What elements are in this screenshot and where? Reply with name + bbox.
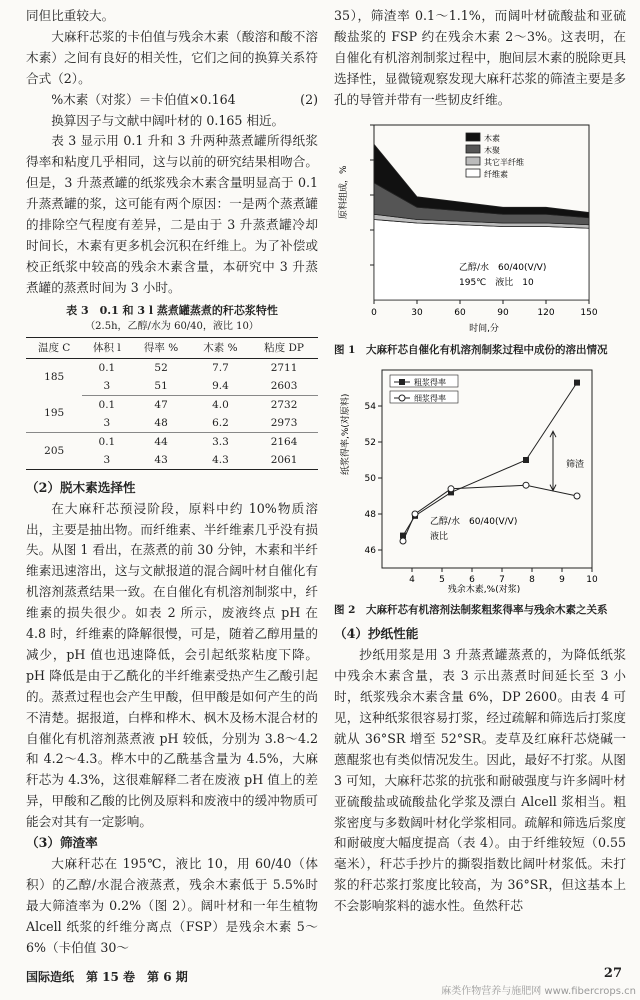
paragraph: 同但比重较大。 xyxy=(26,8,115,23)
series-line-1 xyxy=(403,383,577,536)
x-tick-label: 60 xyxy=(454,307,466,318)
y-tick-label: 48 xyxy=(364,510,376,521)
table-cell: 205 xyxy=(26,432,82,469)
condition-label: 乙醇/水 60/40(V/V) xyxy=(459,262,547,273)
x-tick-label: 90 xyxy=(497,307,509,318)
table-subcaption: （2.5h，乙醇/水为 60/40，液比 10） xyxy=(85,320,259,332)
table-cell: 185 xyxy=(44,370,65,383)
column-header: 粘度 DP xyxy=(250,337,318,358)
table-cell: 2061 xyxy=(250,451,318,470)
table-cell: 3.3 xyxy=(212,435,229,448)
figure-2-chart xyxy=(334,364,626,596)
legend-marker xyxy=(399,395,405,401)
y-axis-label: 纸浆得率,%(对原料) xyxy=(341,394,351,476)
data-point xyxy=(448,486,454,492)
table-cell: 2732 xyxy=(270,398,298,411)
table-cell: 9.4 xyxy=(191,377,250,396)
figure-2 xyxy=(334,364,626,618)
section-heading: （3）筛渣率 xyxy=(26,835,98,851)
column-header: 得率 % xyxy=(131,337,190,358)
paragraph: 在大麻秆芯预浸阶段，原料中约 10%物质溶出，主要是抽出物。而纤维素、半纤维素几乎没有损失。从图 1 看出，在蒸煮的前 30 分钟，木素和半纤维素迅速溶出，这与文献报道的混合阔叶材自催化有机溶剂蒸煮结果一致。在自催化有机溶剂制浆中，纤维素的损失很少。如表 2 所示，废液终点 pH 在 4.8 时，纤维素的降解很慢，可是，随着乙醇用量的减少，pH 值也迅速降低，会引起纸浆粘度下降。pH 降低是由于乙酰化的半纤维素受热产生乙酸引起的。蒸煮过程也会产生甲酸，但甲酸是如何产生的尚不清楚。据报道，白桦和桦木、枫木及杨木混合材的自催化有机溶剂蒸煮液 pH 较低，分别为 3.8～4.2 和 4.2～4.3。桦木中的乙酰基含量为 4.5%，大麻秆芯为 4.3%，这很难解释二者在废液 pH 值上的差异，甲酸和乙酸的比例及原料和废液中的缓冲物质可能会对其有一定影响。 xyxy=(26,500,318,830)
table-cell: 3 xyxy=(82,414,131,433)
table-cell: 48 xyxy=(131,414,190,433)
y-tick-label: 54 xyxy=(364,402,376,413)
screen-reject-label: 筛渣 xyxy=(566,460,585,471)
x-tick-label: 6 xyxy=(469,575,475,586)
table-3 xyxy=(26,303,318,470)
legend-label: 木聚 xyxy=(484,145,500,155)
column-header: 体积 l xyxy=(82,337,131,358)
x-tick-label: 9 xyxy=(559,575,565,586)
table-cell: 7.7 xyxy=(212,361,229,374)
paragraph: 大麻秆芯浆的卡伯值与残余木素（酸溶和酸不溶木素）之间有良好的相关性，它们之间的换算关系符合式（2）。 xyxy=(26,28,318,86)
section-heading: （4）抄纸性能 xyxy=(334,626,419,642)
table-cell: 43 xyxy=(131,451,190,470)
column-header: 温度 C xyxy=(26,337,82,358)
y-tick-label: 46 xyxy=(364,546,376,557)
table-header-row xyxy=(26,337,318,358)
table-cell: 0.1 xyxy=(98,435,116,448)
y-axis-label: 原料组成，% xyxy=(339,164,349,219)
legend-label: 木素 xyxy=(484,133,500,143)
legend-swatch xyxy=(466,169,480,177)
watermark: 麻类作物营养与施肥网 www.fibercrops.cn xyxy=(441,986,636,997)
table-cell: 6.2 xyxy=(191,414,250,433)
table-row xyxy=(26,395,318,414)
table-cell: 51 xyxy=(131,377,190,396)
figure-caption: 图 1 大麻秆芯自催化有机溶剂制浆过程中成份的溶出情况 xyxy=(334,344,608,357)
x-tick-label: 30 xyxy=(411,307,423,318)
paragraph: 大麻秆芯在 195℃，液比 10，用 60/40（体积）的乙醇/水混合液蒸煮，残余木素低于 5.5%时最大筛渣率为 0.2%（图 2）。阔叶材和一年生植物 Alcell 纸浆的纤维分离点（FSP）是残余木素 5～6%（卡伯值 30～ xyxy=(26,856,318,955)
equation xyxy=(26,90,318,111)
table-cell: 3 xyxy=(82,377,131,396)
x-axis-label: 时间,分 xyxy=(469,323,499,334)
table-caption: 表 3 0.1 和 3 l 蒸煮罐蒸煮的秆芯浆特性 xyxy=(66,303,278,317)
table-cell: 3 xyxy=(82,451,131,470)
left-column xyxy=(26,6,318,959)
y-tick-label: 50 xyxy=(364,474,376,485)
condition-label: 乙醇/水 60/40(V/V) xyxy=(430,517,518,528)
legend-marker xyxy=(399,379,405,385)
x-tick-label: 0 xyxy=(371,307,377,318)
paragraph: 抄纸用浆是用 3 升蒸煮罐蒸煮的，为降低纸浆中残余木素含量，表 3 示出蒸煮时间延长至 3 小时，纸浆残余木素含量 6%，DP 2600。由表 4 可见，这种纸浆很容易打浆，经过疏解和筛选后打浆度就从 36°SR 增至 52°SR。麦草及红麻秆芯烧碱一蒽醌浆也有类似情况发生。因此，最好不打浆。从图 3 可知，大麻秆芯浆的抗张和耐破强度与许多阔叶材亚硫酸盐或硫酸盐化学浆及漂白 Alcell 浆相当。粗浆密度与多数阔叶材化学浆相同。疏解和筛选后浆度和耐破度大幅度提高（表 4）。由于纤维较短（0.55 毫米），秆芯手抄片的撕裂指数比阔叶材浆低。未打浆的秆芯浆打浆度比较高，为 36°SR，但这基本上不会影响浆料的滤水性。鱼然秆芯 xyxy=(334,647,626,914)
condition-label: 液比 xyxy=(430,532,449,543)
data-point xyxy=(523,483,529,489)
page-number: 27 xyxy=(603,966,622,981)
condition-label: 195℃ 液比 10 xyxy=(459,277,534,288)
table-cell: 0.1 xyxy=(98,361,116,374)
paragraph: 表 3 显示用 0.1 升和 3 升两种蒸煮罐所得纸浆得率和粘度几乎相同，这与以前的研究结果相吻合。但是，3 升蒸煮罐的纸浆残余木素含量明显高于 0.1 升蒸煮罐的浆，这可能有两个原因：一是两个蒸煮罐的排除空气程度有差异，二是由于 3 升蒸煮罐冷却时间长，木素有更多机会沉积在纤维上。为了补偿或校正纸浆中较高的残余木素含量，本研究中 3 升蒸煮罐的蒸煮时间为 3 小时。 xyxy=(26,133,318,295)
table-cell: 4.0 xyxy=(212,398,229,411)
legend-label: 其它半纤维 xyxy=(484,157,524,167)
x-tick-label: 10 xyxy=(586,575,598,586)
table-cell: 47 xyxy=(154,398,168,411)
figure-1 xyxy=(334,117,626,359)
table-cell: 195 xyxy=(26,395,82,432)
legend-swatch xyxy=(466,157,480,165)
table-cell: 2164 xyxy=(270,435,298,448)
y-tick-label: 52 xyxy=(364,438,376,449)
equation-number: (2) xyxy=(300,91,318,107)
data-point xyxy=(523,457,529,463)
x-tick-label: 120 xyxy=(537,307,555,318)
section-heading: （2）脱木素选择性 xyxy=(26,479,136,495)
figure-caption: 图 2 大麻秆芯有机溶剂法制浆粗浆得率与残余木素之关系 xyxy=(334,604,608,617)
legend-label: 细浆得率 xyxy=(414,394,446,404)
data-table xyxy=(26,337,318,470)
table-cell: 2603 xyxy=(250,377,318,396)
legend-label: 粗浆得率 xyxy=(414,378,446,388)
table-cell: 0.1 xyxy=(98,398,116,411)
x-axis-label: 残余木素,%(对浆) xyxy=(447,585,521,596)
data-point xyxy=(574,493,580,499)
table-cell: 44 xyxy=(154,435,168,448)
table-cell: 4.3 xyxy=(191,451,250,470)
x-tick-label: 7 xyxy=(499,575,505,586)
legend-label: 纤维素 xyxy=(484,169,508,179)
paragraph: 换算因子与文献中阔叶材的 0.165 相近。 xyxy=(51,112,285,128)
figure-1-chart xyxy=(334,117,626,337)
data-point xyxy=(400,538,406,544)
column-header: 木素 % xyxy=(191,337,250,358)
x-tick-label: 8 xyxy=(529,575,535,586)
equation-text: %木素（对浆）＝卡伯值×0.164 xyxy=(51,91,236,107)
data-point xyxy=(412,511,418,517)
right-column xyxy=(334,6,626,917)
paragraph: 35），筛渣率 0.1～1.1%，而阔叶材硫酸盐和亚硫酸盐浆的 FSP 约在残余木素 2～3%。这表明，在自催化有机溶剂制浆过程中，胞间层木素的脱除更具选择性，显微镜观察发现大麻秆芯浆的筛渣主要是多孔的导管并带有一些韧皮纤维。 xyxy=(334,8,626,107)
journal-footer: 国际造纸 第 15 卷 第 6 期 xyxy=(26,970,188,984)
legend-swatch xyxy=(466,145,480,153)
table-cell: 52 xyxy=(154,361,168,374)
x-tick-label: 5 xyxy=(439,575,445,586)
table-row xyxy=(26,358,318,377)
data-point xyxy=(574,380,580,386)
x-tick-label: 4 xyxy=(409,575,415,586)
legend-swatch xyxy=(466,133,480,141)
table-row xyxy=(26,432,318,451)
table-cell: 2973 xyxy=(250,414,318,433)
x-tick-label: 150 xyxy=(580,307,598,318)
table-cell: 2711 xyxy=(270,361,298,374)
